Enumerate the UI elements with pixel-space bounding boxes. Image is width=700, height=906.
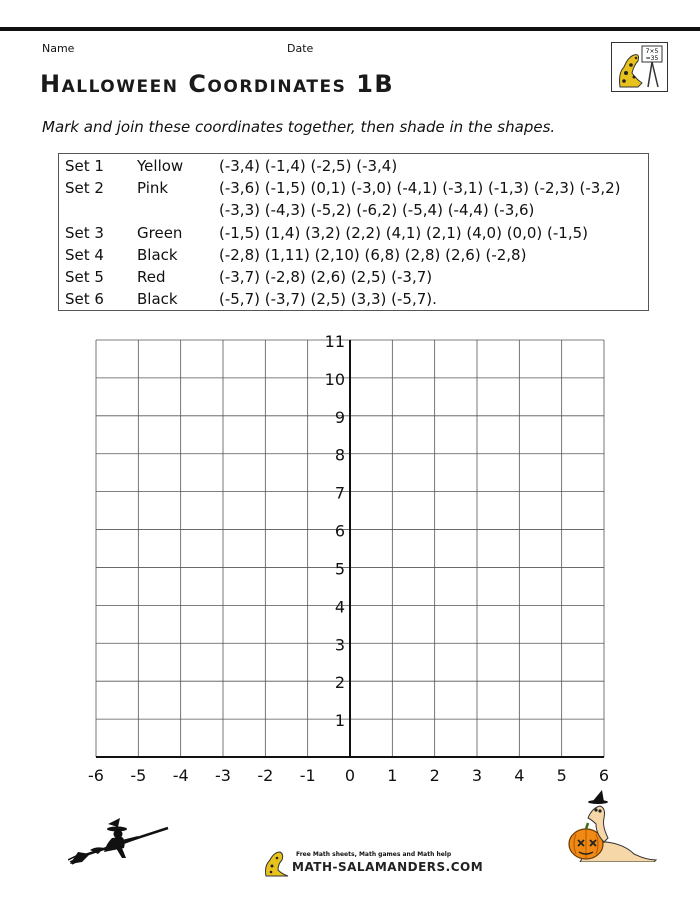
y-tick-label: 4 bbox=[334, 597, 345, 617]
y-tick-label: 9 bbox=[334, 407, 345, 427]
footer-website: MATH-SALAMANDERS.COM bbox=[292, 860, 484, 874]
set-coordinates: (-1,5) (1,4) (3,2) (2,2) (4,1) (2,1) (4,0) (0,0) (-1,5) bbox=[219, 224, 589, 242]
x-tick-label: 6 bbox=[598, 766, 610, 785]
x-tick-label: 3 bbox=[471, 766, 483, 785]
y-tick-label: 3 bbox=[334, 635, 345, 655]
set-coordinates: (-3,6) (-1,5) (0,1) (-3,0) (-4,1) (-3,1) (-1,3) (-2,3) (-3,2) bbox=[219, 179, 621, 197]
witch-on-broom-icon bbox=[68, 818, 172, 870]
set-coordinates: (-3,4) (-1,4) (-2,5) (-3,4) bbox=[219, 157, 398, 175]
y-tick-label: 6 bbox=[334, 521, 345, 541]
logo-fact-top: 7×5 bbox=[645, 48, 659, 55]
x-tick-label: 5 bbox=[556, 766, 567, 785]
pumpkin-salamander-icon bbox=[562, 790, 658, 866]
set-name: Set 4 bbox=[65, 246, 104, 264]
x-tick-labels bbox=[88, 766, 609, 785]
set-color: Green bbox=[137, 224, 183, 242]
x-tick-label: -2 bbox=[257, 766, 274, 785]
set-coordinates: (-3,7) (-2,8) (2,6) (2,5) (-3,7) bbox=[219, 268, 433, 286]
logo-fact-bottom: =35 bbox=[645, 55, 659, 62]
set-coordinates: (-3,3) (-4,3) (-5,2) (-6,2) (-5,4) (-4,4) (-3,6) bbox=[219, 201, 535, 219]
y-tick-label: 1 bbox=[334, 711, 345, 731]
name-label: Name bbox=[42, 42, 75, 55]
set-coordinates: (-2,8) (1,11) (2,10) (6,8) (2,8) (2,6) (-2,8) bbox=[219, 246, 527, 264]
set-color: Black bbox=[137, 290, 178, 308]
y-tick-label: 7 bbox=[334, 483, 345, 503]
set-color: Black bbox=[137, 246, 178, 264]
set-name: Set 2 bbox=[65, 179, 104, 197]
set-color: Red bbox=[137, 268, 166, 286]
set-name: Set 3 bbox=[65, 224, 104, 242]
axes bbox=[96, 340, 604, 757]
x-tick-label: -5 bbox=[130, 766, 147, 785]
set-name: Set 5 bbox=[65, 268, 104, 286]
set-name: Set 6 bbox=[65, 290, 104, 308]
date-label: Date bbox=[287, 42, 314, 55]
x-tick-label: 2 bbox=[429, 766, 440, 785]
y-tick-label: 10 bbox=[324, 369, 345, 389]
y-tick-label: 2 bbox=[334, 673, 345, 693]
page-title: Halloween Coordinates 1B bbox=[40, 70, 395, 98]
x-tick-label: -6 bbox=[88, 766, 104, 785]
set-color: Yellow bbox=[137, 157, 184, 175]
x-tick-label: -3 bbox=[215, 766, 231, 785]
set-coordinates: (-5,7) (-3,7) (2,5) (3,3) (-5,7). bbox=[219, 290, 437, 308]
x-tick-label: 1 bbox=[387, 766, 398, 785]
y-tick-label: 11 bbox=[324, 332, 345, 351]
instructions: Mark and join these coordinates together, then shade in the shapes. bbox=[42, 118, 556, 136]
y-tick-labels bbox=[325, 332, 345, 730]
y-tick-label: 5 bbox=[334, 559, 345, 579]
x-tick-label: -4 bbox=[172, 766, 189, 785]
set-color: Pink bbox=[137, 179, 169, 197]
x-tick-label: 4 bbox=[514, 766, 525, 785]
footer-tagline: Free Math sheets, Math games and Math help bbox=[296, 851, 452, 858]
y-tick-label: 8 bbox=[334, 445, 345, 465]
x-tick-label: -1 bbox=[299, 766, 316, 785]
x-tick-label: 0 bbox=[344, 766, 356, 785]
set-name: Set 1 bbox=[65, 157, 104, 175]
